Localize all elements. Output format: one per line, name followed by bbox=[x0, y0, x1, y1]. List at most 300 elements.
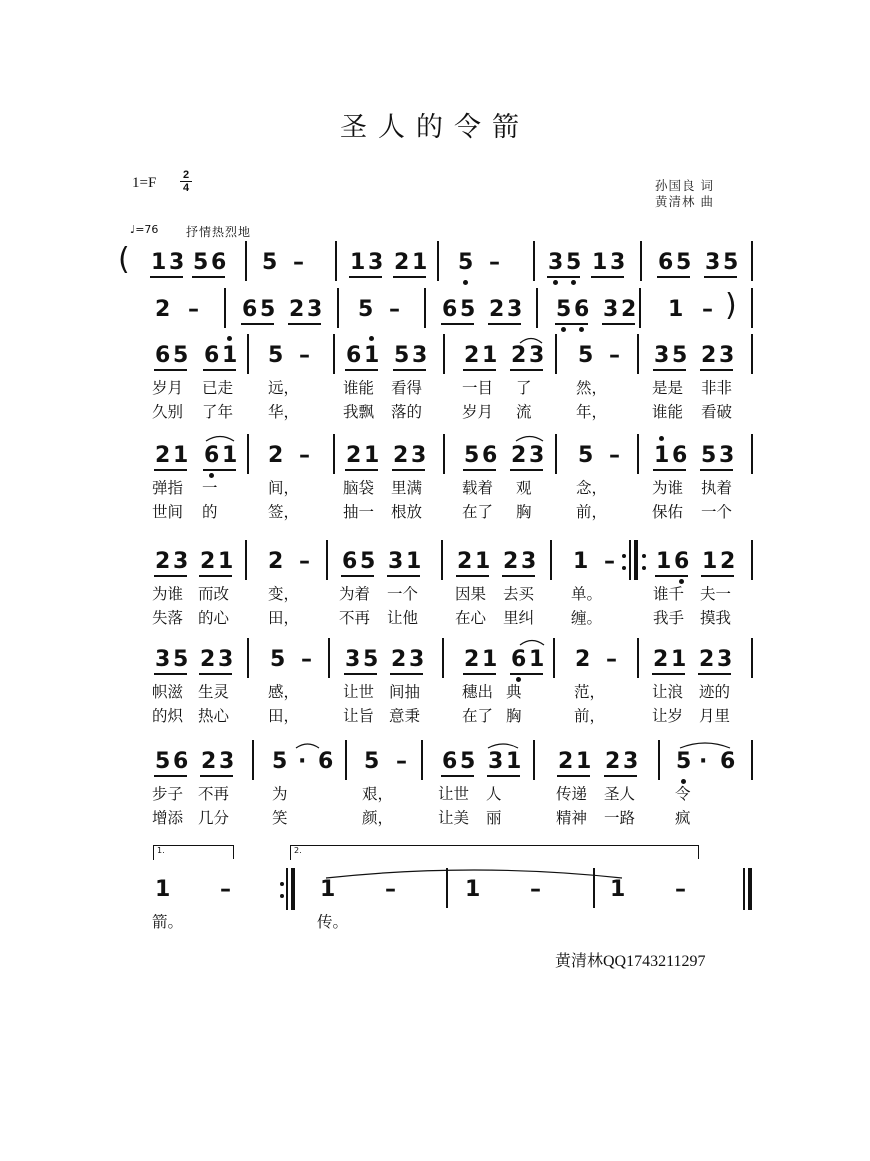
barline bbox=[637, 434, 639, 474]
barline bbox=[751, 334, 753, 374]
jianpu-note: 2 bbox=[155, 443, 171, 468]
jianpu-note: 6 bbox=[318, 749, 334, 774]
jianpu-note: 1 bbox=[592, 250, 608, 275]
lyric-verse-2: 胸 bbox=[516, 503, 532, 521]
slur bbox=[680, 743, 730, 748]
jianpu-note: 2 bbox=[511, 443, 527, 468]
jianpu-note: 3 bbox=[719, 343, 735, 368]
jianpu-note: 1 bbox=[610, 877, 626, 902]
jianpu-note: 3 bbox=[218, 647, 234, 672]
lyric-verse-2: 前， bbox=[574, 707, 606, 725]
jianpu-note: 2 bbox=[489, 297, 505, 322]
final-barline-thick bbox=[748, 868, 752, 910]
lyric-verse-1: 让浪 bbox=[652, 683, 684, 701]
lyric-verse-2: 落的 bbox=[391, 403, 423, 421]
repeat-barline bbox=[634, 540, 638, 580]
repeat-dot bbox=[622, 554, 626, 558]
lyric-verse-1: 一个 bbox=[387, 585, 419, 603]
jianpu-note: – bbox=[299, 443, 310, 468]
note-beam bbox=[510, 673, 543, 675]
jianpu-note: 2 bbox=[268, 549, 284, 574]
jianpu-note: – bbox=[188, 297, 199, 322]
jianpu-note: 6 bbox=[674, 549, 690, 574]
note-beam bbox=[154, 575, 187, 577]
jianpu-note: 5 bbox=[364, 749, 380, 774]
jianpu-note: – bbox=[609, 443, 620, 468]
jianpu-note: 5 bbox=[394, 343, 410, 368]
lyric-verse-1: 然， bbox=[576, 379, 608, 397]
note-beam bbox=[393, 276, 426, 278]
octave-dot bbox=[681, 779, 686, 784]
jianpu-note: 6 bbox=[155, 343, 171, 368]
barline bbox=[326, 540, 328, 580]
barline bbox=[224, 288, 226, 328]
jianpu-note: 5 bbox=[358, 297, 374, 322]
jianpu-note: 5 bbox=[262, 250, 278, 275]
note-beam bbox=[241, 323, 274, 325]
note-beam bbox=[387, 575, 420, 577]
jianpu-note: 5 bbox=[460, 297, 476, 322]
lyric-verse-1: 已走 bbox=[202, 379, 234, 397]
lyric-verse-2: 热心 bbox=[198, 707, 230, 725]
barline bbox=[637, 334, 639, 374]
note-beam bbox=[502, 575, 535, 577]
jianpu-note: 5 bbox=[272, 749, 288, 774]
lyric-verse-2: 一路 bbox=[604, 809, 636, 827]
note-beam bbox=[487, 775, 520, 777]
jianpu-note: 1 bbox=[671, 647, 687, 672]
note-beam bbox=[701, 575, 734, 577]
jianpu-note: 3 bbox=[307, 297, 323, 322]
barline bbox=[437, 241, 439, 281]
lyric-verse-2: 疯 bbox=[675, 809, 691, 827]
lyric-verse-1: 传。 bbox=[317, 913, 349, 931]
lyric-verse-2: 岁月 bbox=[462, 403, 494, 421]
lyric-verse-1: 载着 bbox=[462, 479, 494, 497]
jianpu-note: 2 bbox=[200, 647, 216, 672]
jianpu-note: 2 bbox=[653, 647, 669, 672]
lyric-verse-2: 在了 bbox=[462, 707, 494, 725]
jianpu-note: 3 bbox=[717, 647, 733, 672]
slur bbox=[296, 744, 319, 748]
jianpu-note: – bbox=[299, 549, 310, 574]
jianpu-note: 1 bbox=[218, 549, 234, 574]
jianpu-note: 6 bbox=[442, 749, 458, 774]
lyric-verse-2: 流 bbox=[516, 403, 532, 421]
note-beam bbox=[463, 469, 496, 471]
octave-dot bbox=[209, 473, 214, 478]
jianpu-note: 3 bbox=[521, 549, 537, 574]
lyricist-credit: 孙国良 词 bbox=[655, 178, 714, 193]
note-beam bbox=[192, 276, 225, 278]
lyric-verse-2: 保佑 bbox=[652, 503, 684, 521]
octave-dot bbox=[553, 280, 558, 285]
lyric-verse-1: 岁月 bbox=[152, 379, 184, 397]
lyric-verse-2: 的炽 bbox=[152, 707, 184, 725]
repeat-dot bbox=[642, 566, 646, 570]
jianpu-note: 5 bbox=[173, 343, 189, 368]
jianpu-note: 3 bbox=[173, 549, 189, 574]
jianpu-note: 2 bbox=[464, 343, 480, 368]
octave-dot bbox=[579, 327, 584, 332]
lyric-verse-1: 间抽 bbox=[389, 683, 421, 701]
jianpu-note: 2 bbox=[346, 443, 362, 468]
lyric-verse-1: 艰， bbox=[362, 785, 394, 803]
note-beam bbox=[653, 469, 686, 471]
lyric-verse-2: 月里 bbox=[699, 707, 731, 725]
jianpu-note: 5 bbox=[360, 549, 376, 574]
jianpu-note: 5 bbox=[260, 297, 276, 322]
lyric-verse-2: 前， bbox=[576, 503, 608, 521]
note-beam bbox=[392, 469, 425, 471]
jianpu-note: 2 bbox=[289, 297, 305, 322]
lyric-verse-2: 不再 bbox=[339, 609, 371, 627]
jianpu-note: 6 bbox=[672, 443, 688, 468]
jianpu-note: 5 bbox=[566, 250, 582, 275]
jianpu-note: 3 bbox=[368, 250, 384, 275]
lyric-verse-1: 生灵 bbox=[198, 683, 230, 701]
jianpu-note: 2 bbox=[720, 549, 736, 574]
barline bbox=[247, 434, 249, 474]
jianpu-note: 1 bbox=[482, 343, 498, 368]
lyric-verse-1: 范， bbox=[574, 683, 606, 701]
jianpu-note: 2 bbox=[394, 250, 410, 275]
jianpu-note: 1 bbox=[576, 749, 592, 774]
lyric-verse-2: 里纠 bbox=[503, 609, 535, 627]
barline bbox=[751, 434, 753, 474]
note-beam bbox=[604, 775, 637, 777]
note-beam bbox=[390, 673, 423, 675]
jianpu-note: 3 bbox=[705, 250, 721, 275]
jianpu-note: · bbox=[699, 749, 708, 774]
barline bbox=[446, 868, 448, 908]
lyric-verse-1: 不再 bbox=[198, 785, 230, 803]
note-beam bbox=[463, 369, 496, 371]
octave-dot bbox=[571, 280, 576, 285]
jianpu-note: – bbox=[675, 877, 686, 902]
lyric-verse-2: 丽 bbox=[486, 809, 502, 827]
lyric-verse-2: 缠。 bbox=[571, 609, 603, 627]
time-signature bbox=[180, 169, 192, 194]
repeat-end-thick bbox=[291, 868, 295, 910]
lyric-verse-2: 意秉 bbox=[389, 707, 421, 725]
note-beam bbox=[698, 673, 731, 675]
slur bbox=[520, 641, 544, 646]
barline bbox=[640, 241, 642, 281]
jianpu-note: – bbox=[385, 877, 396, 902]
lyric-verse-1: 是是 bbox=[652, 379, 684, 397]
note-beam bbox=[652, 673, 685, 675]
jianpu-note: 5 bbox=[701, 443, 717, 468]
lyric-verse-1: 而改 bbox=[198, 585, 230, 603]
jianpu-note: 3 bbox=[155, 647, 171, 672]
lyric-verse-1: 为着 bbox=[339, 585, 371, 603]
jianpu-note: 1 bbox=[222, 343, 238, 368]
lyric-verse-2: 颜， bbox=[362, 809, 394, 827]
octave-dot bbox=[679, 579, 684, 584]
barline bbox=[247, 638, 249, 678]
lyric-verse-1: 一目 bbox=[462, 379, 494, 397]
lyric-verse-1: 为谁 bbox=[152, 585, 184, 603]
jianpu-note: 6 bbox=[173, 749, 189, 774]
note-beam bbox=[441, 323, 474, 325]
lyric-verse-1: 谁千 bbox=[653, 585, 685, 603]
barline bbox=[639, 288, 641, 328]
lyric-verse-1: 典 bbox=[506, 683, 522, 701]
barline bbox=[658, 740, 660, 780]
jianpu-note: 1 bbox=[222, 443, 238, 468]
barline bbox=[751, 540, 753, 580]
jianpu-note: – bbox=[606, 647, 617, 672]
barline bbox=[751, 638, 753, 678]
lyric-verse-1: 让世 bbox=[343, 683, 375, 701]
lyric-verse-1: 单。 bbox=[571, 585, 603, 603]
volta-label-1: 1. bbox=[157, 846, 165, 855]
note-beam bbox=[657, 276, 690, 278]
lyric-verse-2: 在了 bbox=[462, 503, 494, 521]
lyric-verse-1: 里满 bbox=[391, 479, 423, 497]
jianpu-note: 2 bbox=[511, 343, 527, 368]
barline bbox=[252, 740, 254, 780]
barline bbox=[424, 288, 426, 328]
lyric-verse-2: 让旨 bbox=[343, 707, 375, 725]
slur bbox=[516, 437, 543, 442]
barline bbox=[637, 638, 639, 678]
jianpu-note: 5 bbox=[578, 343, 594, 368]
jianpu-note: – bbox=[604, 549, 615, 574]
jianpu-note: 2 bbox=[701, 343, 717, 368]
jianpu-note: 1 bbox=[465, 877, 481, 902]
volta-bracket-2-end bbox=[698, 845, 699, 859]
lyric-verse-1: 让世 bbox=[438, 785, 470, 803]
note-beam bbox=[341, 575, 374, 577]
jianpu-note: · bbox=[298, 749, 307, 774]
lyric-verse-2: 的 bbox=[202, 503, 218, 521]
lyric-verse-1: 远， bbox=[268, 379, 300, 397]
lyric-verse-1: 人 bbox=[486, 785, 502, 803]
note-beam bbox=[344, 673, 377, 675]
lyric-verse-1: 看得 bbox=[391, 379, 423, 397]
barline bbox=[751, 288, 753, 328]
jianpu-note: 1 bbox=[412, 250, 428, 275]
barline bbox=[335, 241, 337, 281]
barline bbox=[345, 740, 347, 780]
jianpu-note: – bbox=[299, 343, 310, 368]
note-beam bbox=[488, 323, 521, 325]
lyric-verse-2: 根放 bbox=[391, 503, 423, 521]
jianpu-note: 3 bbox=[610, 250, 626, 275]
barline bbox=[333, 334, 335, 374]
lyric-verse-2: 我手 bbox=[653, 609, 685, 627]
jianpu-note: – bbox=[293, 250, 304, 275]
barline bbox=[245, 241, 247, 281]
jianpu-note: 3 bbox=[219, 749, 235, 774]
barline bbox=[441, 540, 443, 580]
octave-dot bbox=[561, 327, 566, 332]
barline bbox=[533, 241, 535, 281]
jianpu-note: 3 bbox=[488, 749, 504, 774]
jianpu-note: 1 bbox=[406, 549, 422, 574]
jianpu-note: 3 bbox=[623, 749, 639, 774]
jianpu-note: 2 bbox=[391, 647, 407, 672]
lyric-verse-1: 令 bbox=[675, 785, 691, 803]
time-signature-denominator: 4 bbox=[180, 181, 192, 194]
lyric-verse-2: 我飘 bbox=[343, 403, 375, 421]
jianpu-note: 1 bbox=[151, 250, 167, 275]
jianpu-note: – bbox=[389, 297, 400, 322]
barline bbox=[421, 740, 423, 780]
lyric-verse-1: 传递 bbox=[556, 785, 588, 803]
jianpu-note: 5 bbox=[173, 647, 189, 672]
lyric-verse-2: 谁能 bbox=[652, 403, 684, 421]
note-beam bbox=[203, 369, 236, 371]
lyric-verse-1: 箭。 bbox=[152, 913, 184, 931]
note-beam bbox=[345, 469, 378, 471]
barline bbox=[751, 740, 753, 780]
lyric-verse-1: 帜滋 bbox=[152, 683, 184, 701]
jianpu-note: 1 bbox=[482, 647, 498, 672]
jianpu-note: 3 bbox=[411, 443, 427, 468]
jianpu-note: 1 bbox=[702, 549, 718, 574]
barline bbox=[536, 288, 538, 328]
jianpu-note: 1 bbox=[529, 647, 545, 672]
barline bbox=[245, 540, 247, 580]
lyric-verse-2: 一个 bbox=[701, 503, 733, 521]
jianpu-note: 3 bbox=[409, 647, 425, 672]
repeat-dot bbox=[622, 566, 626, 570]
jianpu-note: 5 bbox=[676, 250, 692, 275]
jianpu-note: 6 bbox=[342, 549, 358, 574]
jianpu-note: 5 bbox=[193, 250, 209, 275]
lyric-verse-2: 的心 bbox=[198, 609, 230, 627]
jianpu-note: – bbox=[489, 250, 500, 275]
jianpu-note: – bbox=[220, 877, 231, 902]
note-beam bbox=[154, 369, 187, 371]
lyric-verse-1: 步子 bbox=[152, 785, 184, 803]
jianpu-note: 3 bbox=[529, 343, 545, 368]
note-beam bbox=[510, 369, 543, 371]
octave-dot bbox=[659, 436, 664, 441]
jianpu-note: 3 bbox=[603, 297, 619, 322]
slur bbox=[206, 437, 234, 442]
barline bbox=[751, 241, 753, 281]
jianpu-note: 6 bbox=[482, 443, 498, 468]
key-signature: 1=F bbox=[132, 175, 157, 191]
note-beam bbox=[700, 469, 733, 471]
jianpu-note: 1 bbox=[173, 443, 189, 468]
jianpu-note: 2 bbox=[393, 443, 409, 468]
slur bbox=[488, 744, 518, 748]
jianpu-note: 5 bbox=[460, 749, 476, 774]
lyric-verse-1: 感， bbox=[268, 683, 300, 701]
note-beam bbox=[203, 469, 236, 471]
lyric-verse-1: 一 bbox=[202, 479, 218, 497]
volta-label-2: 2. bbox=[294, 846, 302, 855]
jianpu-note: 1 bbox=[573, 549, 589, 574]
barline bbox=[333, 434, 335, 474]
intro-open-paren: ( bbox=[118, 242, 130, 277]
lyric-verse-2: 世间 bbox=[152, 503, 184, 521]
jianpu-note: 3 bbox=[507, 297, 523, 322]
lyric-verse-2: 抽一 bbox=[343, 503, 375, 521]
note-beam bbox=[591, 276, 624, 278]
lyric-verse-1: 念， bbox=[576, 479, 608, 497]
tempo-marking: ♩=76 bbox=[130, 223, 159, 236]
barline bbox=[555, 434, 557, 474]
note-beam bbox=[154, 775, 187, 777]
jianpu-note: 1 bbox=[350, 250, 366, 275]
lyric-verse-2: 华， bbox=[268, 403, 300, 421]
barline bbox=[442, 638, 444, 678]
jianpu-note: 6 bbox=[574, 297, 590, 322]
jianpu-note: 6 bbox=[204, 343, 220, 368]
jianpu-note: 3 bbox=[412, 343, 428, 368]
barline bbox=[247, 334, 249, 374]
barline bbox=[555, 334, 557, 374]
lyric-verse-1: 观 bbox=[516, 479, 532, 497]
composer-credit: 黄清林 曲 bbox=[655, 194, 714, 209]
jianpu-note: 2 bbox=[605, 749, 621, 774]
repeat-barline-thin bbox=[629, 540, 631, 580]
note-beam bbox=[154, 469, 187, 471]
footer-contact: 黄清林QQ1743211297 bbox=[555, 953, 706, 970]
jianpu-note: 1 bbox=[155, 877, 171, 902]
lyric-verse-2: 胸 bbox=[506, 707, 522, 725]
jianpu-note: 1 bbox=[506, 749, 522, 774]
repeat-dot bbox=[280, 882, 284, 886]
octave-dot bbox=[516, 677, 521, 682]
note-beam bbox=[441, 775, 474, 777]
jianpu-note: – bbox=[609, 343, 620, 368]
lyric-verse-2: 让美 bbox=[438, 809, 470, 827]
volta-bracket-2 bbox=[290, 845, 699, 860]
jianpu-note: 1 bbox=[475, 549, 491, 574]
jianpu-note: 3 bbox=[388, 549, 404, 574]
jianpu-note: 5 bbox=[464, 443, 480, 468]
note-beam bbox=[349, 276, 382, 278]
jianpu-note: 2 bbox=[503, 549, 519, 574]
jianpu-note: 3 bbox=[654, 343, 670, 368]
lyric-verse-2: 田， bbox=[268, 707, 300, 725]
jianpu-note: – bbox=[396, 749, 407, 774]
jianpu-note: – bbox=[702, 297, 713, 322]
jianpu-note: 2 bbox=[621, 297, 637, 322]
lyric-verse-1: 夫一 bbox=[700, 585, 732, 603]
volta-bracket-1 bbox=[153, 845, 234, 860]
lyric-verse-2: 看破 bbox=[701, 403, 733, 421]
jianpu-note: 1 bbox=[364, 443, 380, 468]
note-beam bbox=[199, 575, 232, 577]
lyric-verse-1: 去买 bbox=[503, 585, 535, 603]
jianpu-note: 6 bbox=[720, 749, 736, 774]
lyric-verse-2: 笑 bbox=[272, 809, 288, 827]
barline bbox=[593, 868, 595, 908]
note-beam bbox=[700, 369, 733, 371]
jianpu-note: 2 bbox=[558, 749, 574, 774]
jianpu-note: 6 bbox=[442, 297, 458, 322]
jianpu-note: 5 bbox=[676, 749, 692, 774]
lyric-verse-2: 让他 bbox=[387, 609, 419, 627]
lyric-verse-2: 几分 bbox=[198, 809, 230, 827]
jianpu-note: 5 bbox=[268, 343, 284, 368]
jianpu-note: 6 bbox=[511, 647, 527, 672]
jianpu-note: 3 bbox=[719, 443, 735, 468]
note-beam bbox=[456, 575, 489, 577]
jianpu-note: 5 bbox=[578, 443, 594, 468]
barline bbox=[443, 434, 445, 474]
lyric-verse-2: 久别 bbox=[152, 403, 184, 421]
jianpu-note: 3 bbox=[529, 443, 545, 468]
